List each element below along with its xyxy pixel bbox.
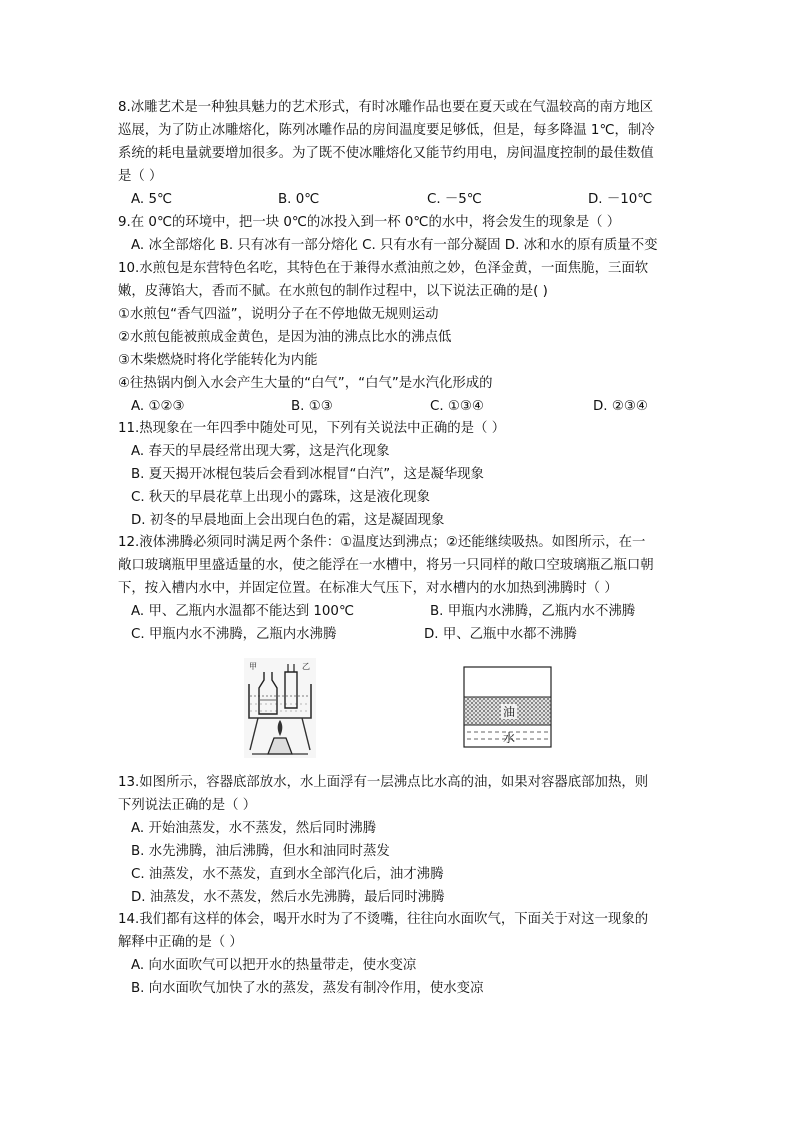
oil-water-container-diagram — [463, 666, 553, 750]
q14-option-b: B. 向水面吹气加快了水的蒸发，蒸发有制冷作用，使水变凉 — [131, 981, 484, 996]
q8-stem-line: 是（ ） — [118, 169, 163, 184]
q12-option-b: B. 甲瓶内水沸腾，乙瓶内水不沸腾 — [430, 604, 636, 619]
q11-option-d: D. 初冬的早晨地面上会出现白色的霜，这是凝固现象 — [131, 513, 445, 528]
bottles-trough-diagram — [244, 658, 316, 758]
q8-option-b: B. 0℃ — [278, 192, 320, 207]
bottle-yi-label: 乙 — [302, 662, 310, 671]
q12-stem-line: 敞口玻璃瓶甲里盛适量的水，使之能浮在一水槽中，将另一只同样的敞口空玻璃瓶乙瓶口朝 — [118, 558, 654, 573]
q9-options: A. 冰全部熔化 B. 只有冰有一部分熔化 C. 只有水有一部分凝固 D. 冰和水的原有质量不变 — [131, 238, 658, 253]
q10-statement: ②水煎包能被煎成金黄色，是因为油的沸点比水的沸点低 — [118, 330, 452, 345]
q12-figure — [244, 658, 316, 758]
q8-stem-line: 系统的耗电量就要增加很多。为了既不使冰雕熔化又能节约用电，房间温度控制的最佳数值 — [118, 146, 654, 161]
q12-option-c: C. 甲瓶内水不沸腾，乙瓶内水沸腾 — [131, 627, 337, 642]
q8-option-a: A. 5℃ — [131, 192, 172, 207]
q13-option-d: D. 油蒸发，水不蒸发，然后水先沸腾，最后同时沸腾 — [131, 890, 445, 905]
water-label: 水 — [502, 731, 516, 745]
q12-option-a: A. 甲、乙瓶内水温都不能达到 100℃ — [131, 604, 354, 619]
q13-stem-line: 下列说法正确的是（ ） — [118, 798, 257, 813]
q13-option-c: C. 油蒸发，水不蒸发，直到水全部汽化后，油才沸腾 — [131, 867, 444, 882]
q8-option-c: C. －5℃ — [427, 192, 482, 207]
q10-statement: ④往热锅内倒入水会产生大量的“白气”，“白气”是水汽化形成的 — [118, 376, 493, 391]
q8-stem-line: 巡展，为了防止冰雕熔化，陈列冰雕作品的房间温度要足够低，但是，每多降温 1℃，制冷 — [118, 123, 655, 138]
q11-option-c: C. 秋天的早晨花草上出现小的露珠，这是液化现象 — [131, 490, 431, 505]
q12-stem-line: 下，按入槽内水中，并固定位置。在标准大气压下，对水槽内的水加热到沸腾时（ ） — [118, 581, 618, 596]
q11-stem-line: 11.热现象在一年四季中随处可见，下列有关说法中正确的是（ ） — [118, 421, 506, 436]
q10-option-c: C. ①③④ — [430, 399, 484, 414]
q10-stem-line: 嫩，皮薄馅大，香而不腻。在水煎包的制作过程中，以下说法正确的是( ) — [118, 284, 548, 299]
q13-stem-line: 13.如图所示，容器底部放水，水上面浮有一层沸点比水高的油，如果对容器底部加热，则 — [118, 775, 649, 790]
q11-option-b: B. 夏天揭开冰棍包装后会看到冰棍冒“白汽”，这是凝华现象 — [131, 467, 484, 482]
q12-stem-line: 12.液体沸腾必须同时满足两个条件：①温度达到沸点；②还能继续吸热。如图所示，在一 — [118, 535, 646, 550]
q13-figure — [463, 666, 553, 750]
q10-statement: ③木柴燃烧时将化学能转化为内能 — [118, 353, 318, 368]
q10-option-d: D. ②③④ — [593, 399, 648, 414]
q10-statement: ①水煎包“香气四溢”，说明分子在不停地做无规则运动 — [118, 307, 439, 322]
q10-stem-line: 10.水煎包是东营特色名吃，其特色在于兼得水煮油煎之妙，色泽金黄，一面焦脆，三面软 — [118, 261, 649, 276]
q12-option-d: D. 甲、乙瓶中水都不沸腾 — [424, 627, 577, 642]
q11-option-a: A. 春天的早晨经常出现大雾，这是汽化现象 — [131, 444, 390, 459]
q14-option-a: A. 向水面吹气可以把开水的热量带走，使水变凉 — [131, 958, 417, 973]
q14-stem-line: 14.我们都有这样的体会，喝开水时为了不烫嘴，往往向水面吹气，下面关于对这一现象的 — [118, 912, 649, 927]
oil-label: 油 — [502, 705, 516, 719]
q13-option-a: A. 开始油蒸发，水不蒸发，然后同时沸腾 — [131, 821, 377, 836]
q9-stem-line: 9.在 0℃的环境中，把一块 0℃的冰投入到一杯 0℃的水中，将会发生的现象是（ ） — [118, 215, 621, 230]
bottle-jia-label: 甲 — [249, 662, 257, 671]
q8-stem-line: 8.冰雕艺术是一种独具魅力的艺术形式，有时冰雕作品也要在夏天或在气温较高的南方地区 — [118, 100, 654, 115]
q14-stem-line: 解释中正确的是（ ） — [118, 935, 243, 950]
q10-option-a: A. ①②③ — [131, 399, 185, 414]
q13-option-b: B. 水先沸腾，油后沸腾，但水和油同时蒸发 — [131, 844, 390, 859]
q10-option-b: B. ①③ — [291, 399, 333, 414]
q8-option-d: D. －10℃ — [588, 192, 653, 207]
